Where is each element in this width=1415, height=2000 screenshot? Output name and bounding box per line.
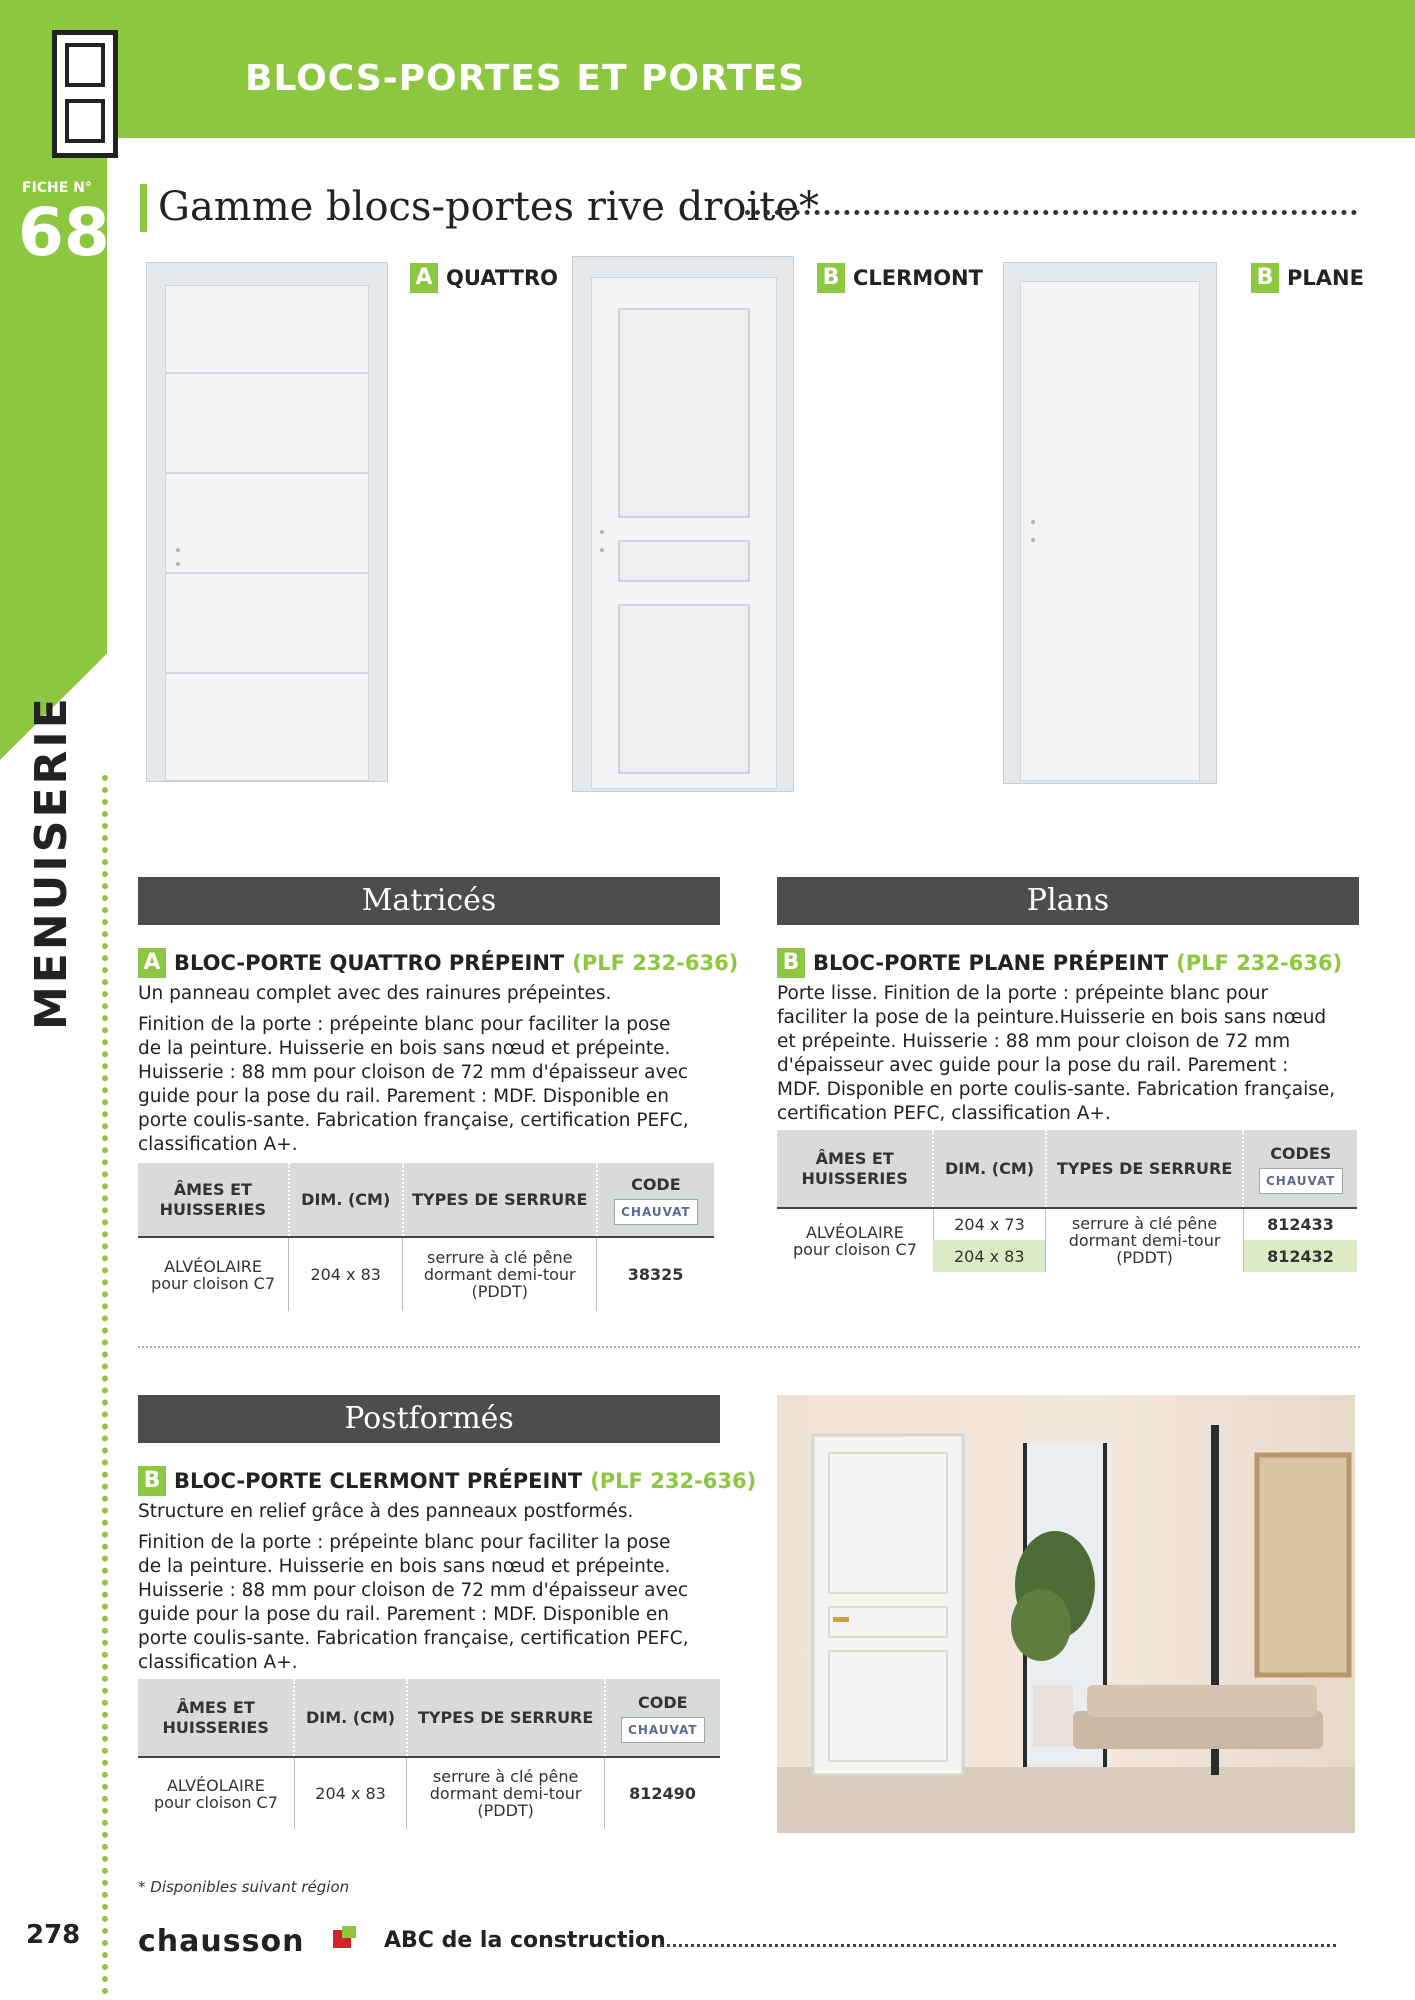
interior-photo: [777, 1395, 1355, 1833]
section-header-matrices: Matricés: [138, 877, 720, 925]
letter-badge: A: [410, 263, 438, 293]
section-header-plans: Plans: [777, 877, 1359, 925]
product-table-quattro: [138, 1163, 714, 1311]
letter-badge: B: [1251, 263, 1279, 293]
door-name: CLERMONT: [853, 266, 983, 290]
product-ref: (PLF 232-636): [572, 951, 739, 975]
col-header: ÂMES ET HUISSERIES: [138, 1163, 289, 1237]
col-header: TYPES DE SERRURE: [407, 1679, 605, 1757]
col-header: TYPES DE SERRURE: [1046, 1130, 1244, 1208]
table-cell: [138, 1237, 289, 1311]
product-name: BLOC-PORTE PLANE PRÉPEINT: [813, 951, 1169, 975]
product-table-plane: [777, 1130, 1357, 1272]
table-cell: 204 x 83: [289, 1237, 403, 1311]
footer-leader-dots: [660, 1944, 1336, 1947]
col-header: [605, 1679, 720, 1757]
product-description: [138, 982, 698, 1164]
fiche-label: FICHE N°: [22, 180, 92, 196]
product-title-plane: [777, 948, 1342, 978]
col-header: DIM. (CM): [933, 1130, 1045, 1208]
door-label-quattro: [410, 263, 558, 293]
product-name: BLOC-PORTE QUATTRO PRÉPEINT: [174, 951, 565, 975]
col-header: ÂMES ET HUISSERIES: [138, 1679, 294, 1757]
ame-sub: pour cloison C7: [153, 1792, 278, 1812]
table-cell: 204 x 83: [294, 1757, 406, 1829]
product-title-clermont: [138, 1466, 756, 1496]
section-header-postformes: Postformés: [138, 1395, 720, 1443]
col-header: DIM. (CM): [289, 1163, 403, 1237]
door-plane-image: [1003, 262, 1217, 784]
code-header: CODES: [1270, 1143, 1332, 1163]
col-header: DIM. (CM): [294, 1679, 406, 1757]
table-cell: serrure à clé pêne dormant demi-tour (PDDT): [1046, 1208, 1244, 1272]
letter-badge: B: [138, 1466, 166, 1496]
section-separator: [138, 1346, 1360, 1348]
table-cell: 812490: [605, 1757, 720, 1829]
table-cell: [777, 1208, 933, 1272]
product-name: BLOC-PORTE CLERMONT PRÉPEINT: [174, 1469, 583, 1493]
header-title: BLOCS-PORTES ET PORTES: [245, 58, 806, 99]
door-clermont-image: [572, 256, 794, 792]
product-description: [777, 982, 1337, 1133]
door-label-plane: [1251, 263, 1364, 293]
col-header: [1243, 1130, 1357, 1208]
product-table-clermont: [138, 1679, 720, 1829]
ame-value: ALVÉOLAIRE: [805, 1222, 904, 1242]
table-cell: [138, 1757, 294, 1829]
door-name: QUATTRO: [446, 266, 559, 290]
table-cell: serrure à clé pêne dormant demi-tour (PDDT): [407, 1757, 605, 1829]
brand-subtitle: ABC de la construction: [384, 1928, 666, 1953]
page-number: 278: [26, 1920, 81, 1950]
description-paragraph: Structure en relief grâce à des panneaux postformés.: [138, 1501, 634, 1522]
code-header: CODE: [638, 1692, 688, 1712]
description-paragraph: Finition de la porte : prépeinte blanc pour faciliter la pose de la peinture. Huisserie en bois sans nœud et prépeinte. Huisserie : 88 mm pour cloison de 72 mm d'épaisseur avec guide pour la pose du rail. Parement : MDF. Disponible en porte coulis-sante. Fabrication française, certification PEFC, classification A+.: [138, 1532, 689, 1673]
description-paragraph: Un panneau complet avec des rainures prépeintes.: [138, 983, 612, 1004]
brand-mark-icon: [342, 1926, 356, 1938]
col-header: ÂMES ET HUISSERIES: [777, 1130, 933, 1208]
col-header: [597, 1163, 714, 1237]
description-paragraph: Porte lisse. Finition de la porte : prépeinte blanc pour faciliter la pose de la peinture.Huisserie en bois sans nœud et prépeinte. Huisserie : 88 mm pour cloison de 72 mm d'épaisseur avec guide pour la pose du rail. Parement : MDF. Disponible en porte coulis-sante. Fabrication française, certification PEFC, classification A+.: [777, 983, 1336, 1124]
chauvat-logo: CHAUVAT: [1259, 1168, 1343, 1194]
table-cell: 204 x 73: [933, 1208, 1045, 1240]
door-name: PLANE: [1287, 266, 1364, 290]
ame-sub: pour cloison C7: [151, 1273, 276, 1293]
table-cell: 812432: [1243, 1240, 1357, 1272]
code-header: CODE: [631, 1174, 681, 1194]
table-cell: 38325: [597, 1237, 714, 1311]
description-paragraph: Finition de la porte : prépeinte blanc pour faciliter la pose de la peinture. Huisserie en bois sans nœud et prépeinte. Huisserie : 88 mm pour cloison de 72 mm d'épaisseur avec guide pour la pose du rail. Parement : MDF. Disponible en porte coulis-sante. Fabrication française, certification PEFC, classification A+.: [138, 1014, 689, 1155]
letter-badge: B: [777, 948, 805, 978]
title-accent: [140, 184, 147, 232]
door-quattro-image: [146, 262, 388, 782]
door-icon: [52, 30, 118, 158]
product-ref: (PLF 232-636): [1176, 951, 1343, 975]
door-label-clermont: [817, 263, 983, 293]
page-title: Gamme blocs-portes rive droite*: [158, 184, 820, 230]
product-description: [138, 1500, 698, 1682]
letter-badge: A: [138, 948, 166, 978]
ame-sub: pour cloison C7: [792, 1239, 917, 1259]
table-cell: 204 x 83: [933, 1240, 1045, 1272]
ame-value: ALVÉOLAIRE: [164, 1256, 263, 1276]
product-title-quattro: [138, 948, 738, 978]
chauvat-logo: CHAUVAT: [614, 1199, 698, 1225]
chauvat-logo: CHAUVAT: [621, 1717, 705, 1743]
section-label: MENUISERIE: [26, 695, 77, 1030]
title-leader-dots: [745, 210, 1357, 215]
footnote: * Disponibles suivant région: [138, 1878, 350, 1896]
table-cell: serrure à clé pêne dormant demi-tour (PDDT): [403, 1237, 597, 1311]
fiche-number: 68: [18, 194, 110, 271]
ame-value: ALVÉOLAIRE: [166, 1775, 265, 1795]
brand-logo: chausson: [138, 1924, 305, 1959]
dotted-divider: [102, 775, 108, 1995]
letter-badge: B: [817, 263, 845, 293]
product-ref: (PLF 232-636): [590, 1469, 757, 1493]
table-cell: 812433: [1243, 1208, 1357, 1240]
col-header: TYPES DE SERRURE: [403, 1163, 597, 1237]
